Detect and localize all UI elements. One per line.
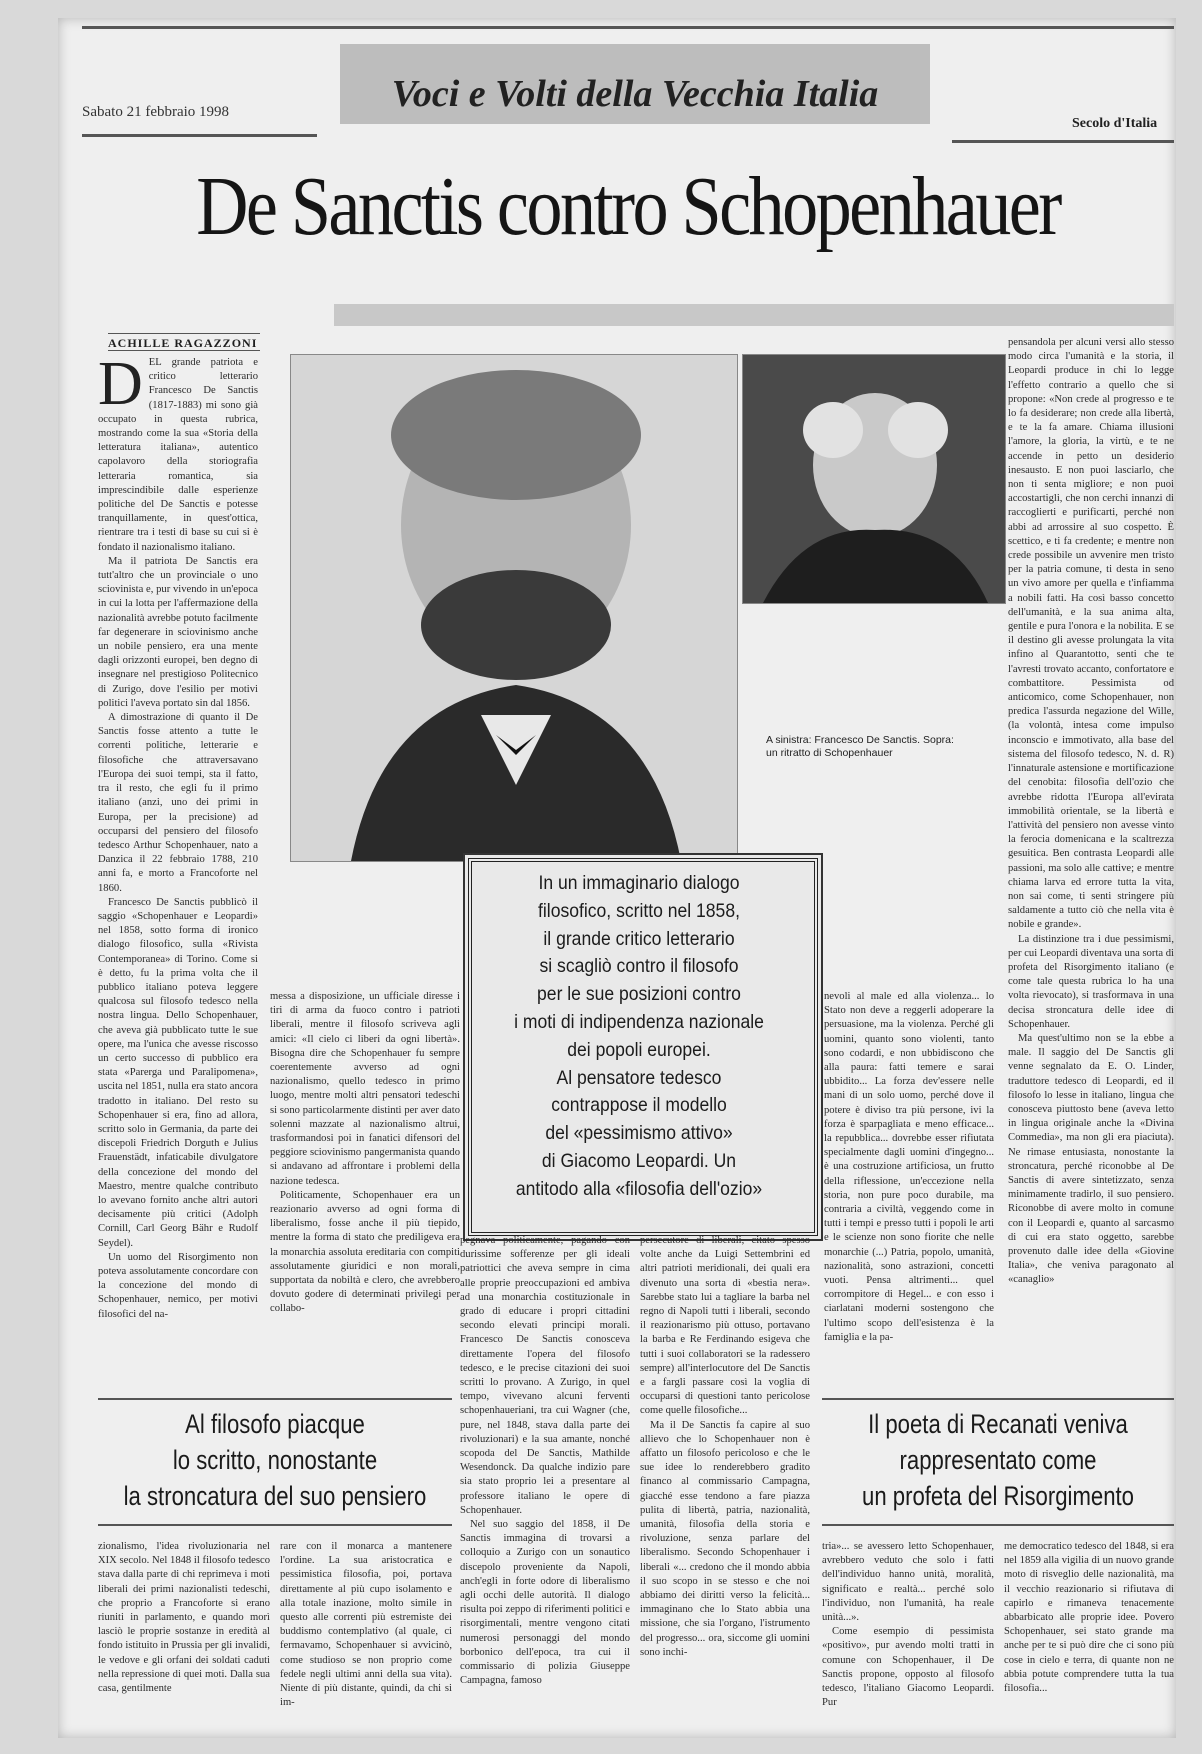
pull-quote xyxy=(492,870,785,1204)
pull-quote-line: filosofico, scritto nel 1858, xyxy=(538,899,740,922)
subhead-line: un profeta del Risorgimento xyxy=(862,1481,1134,1511)
paragraph: rare con il monarca a mantenere l'ordine. La sua aristocratica e pessimistica filosofia, poi, portava direttamente al più cupo isolamento e alla totale inazione, molto simile in questo alle correnti più estremiste dei buddismo contemplativo (al quale, ci fermavamo, Schopenhauer si avvicinò, come studioso se non proprio come fedele negli ultimi anni della sua vita). Niente di più distante, quindi, da chi si im- xyxy=(280,1541,452,1709)
de-sanctis-portrait xyxy=(290,354,738,862)
paragraph: Ma il De Sanctis fa capire al suo allievo che lo Schopenhauer non è affatto un filosofo pericoloso e che le sue idee lo renderebbero gradito financo al commissario Campagna, giacché esse tendono a fare piazza pulita di libertà, patria, nazionalità, umanità, filosofia della storia e rivoluzione, senza parlare del liberalismo. Secondo Schopenhauer i liberali «... credono che il mondo abbia il suo scopo in se stesso e che noi abbiamo dei diritti verso la felicità... immaginano che lo Stato abbia una missione, che sia l'organo, l'istrumento del progresso... ora, siccome gli uomini sono inchi- xyxy=(640,1419,810,1658)
paragraph: messa a disposizione, un ufficiale diresse i tiri di arma da fuoco contro i patrioti liberali, mentre il filosofo scriveva agli amici: «Il cielo ci liberi da ogni libertà». Bisogna dire che Schopenhauer fu sempre coerentemente avverso ad ogni nazionalismo, quello tedesco in primo luogo, mentre molti altri pensatori tedeschi si sono particolarmente distinti per aver dato solenni mazzate al nazionalismo altrui, trasformandosi poi in fanatici difensori del peggiore sciovinismo pangermanista quando si andavano ad affrontare i problemi della nazione tedesca. xyxy=(270,991,460,1187)
pull-quote-line: si scagliò contro il filosofo xyxy=(539,955,739,978)
paragraph: persecutore di liberali, citato spesso volte anche da Luigi Settembrini ed altri patrioti meridionali, dei quali era divenuto una sorta di «bestia nera». Sarebbe stato lui a tagliare la barba nel regno di Napoli tutti i liberali, secondo il reazionarismo più ottuso, portavano la barba e Re Ferdinando esigeva che tutti i suoi collaboratori se la radessero sempre) all'interlocutore del De Sanctis e a fargli passare così la voglia di occuparsi di questioni tanto pericolose come quelle filosofiche... xyxy=(640,1235,810,1417)
article-column-1 xyxy=(98,356,258,1384)
article-column-4 xyxy=(824,990,994,1388)
newspaper-name: Secolo d'Italia xyxy=(1072,116,1158,131)
subhead-line: lo scritto, nonostante xyxy=(172,1445,378,1475)
pull-quote-line: il grande critico letterario xyxy=(543,927,735,950)
portrait-sketch-icon xyxy=(743,355,1005,603)
pull-quote-line: Al pensatore tedesco xyxy=(556,1066,722,1089)
drop-cap: D xyxy=(98,356,143,418)
subhead-line: rappresentato come xyxy=(899,1445,1097,1475)
bottom-column-1 xyxy=(98,1540,270,1730)
author-byline: ACHILLE RAGAZZONI xyxy=(108,336,258,350)
pull-quote-line: antitodo alla «filosofia dell'ozio» xyxy=(515,1177,763,1200)
paragraph: Ma quest'ultimo non se la ebbe a male. Il saggio del De Sanctis gli venne segnalato da E. O. Linder, traduttore tedesco di Leopardi, ed il filosofo lo lesse in italiano, lingua che conosceva piuttosto bene (aveva letto in lingua originale anche la «Divina Commedia», ma non gli era piaciuta). Ne rimase entusiasta, nonostante la stroncatura, perché riconobbe al De Sanctis di avere sintetizzato, senza minimamente tradirlo, il suo pensiero. Riconobbe di avere molto in comune con il Leopardi e, quanto al sarcasmo di cui era stato oggetto, sarebbe provenuto dalle idee della «Giovine Italia», che veniva paragonato al «canaglio» xyxy=(1008,1032,1174,1286)
subhead-rule-right xyxy=(822,1398,1174,1400)
author-rule-bottom xyxy=(108,350,260,351)
paragraph: Ma il patriota De Sanctis era tutt'altro che un provinciale o uno sciovinista e, pur vivendo in un'epoca in cui la lotta per l'affermazione della nazionalità avrebbe potuto facilmente far degenerare in sciovinismo anche un nobile pensiero, era una mente dagli orizzonti europei, ben degno di insegnare nel prestigioso Politecnico di Zurigo, dove l'esilio per motivi politici l'aveva portato sin dal 1856. xyxy=(98,555,258,709)
bottom-column-2 xyxy=(280,1540,452,1730)
pull-quote-line: In un immaginario dialogo xyxy=(538,872,740,894)
author-rule xyxy=(108,333,260,334)
bottom-column-5 xyxy=(822,1540,994,1730)
pull-quote-line: i moti di indipendenza nazionale xyxy=(514,1010,764,1033)
subhead-line: Al filosofo piacque xyxy=(185,1409,365,1439)
article-column-5 xyxy=(640,1234,810,1734)
schopenhauer-portrait xyxy=(742,354,1006,604)
pull-quote-line: contrappose il modello xyxy=(551,1094,727,1117)
decorative-band xyxy=(334,304,1174,326)
pull-quote-line: dei popoli europei. xyxy=(567,1038,711,1061)
article-column-3 xyxy=(460,1234,630,1734)
masthead-rule-left xyxy=(82,134,317,137)
masthead-rule-right xyxy=(952,140,1174,143)
pull-quote-line: per le sue posizioni contro xyxy=(537,983,741,1006)
page-headline: De Sanctis contro Schopenhauer xyxy=(196,160,1060,253)
subhead-rule-right-bottom xyxy=(822,1524,1174,1526)
series-title: Voci e Volti della Vecchia Italia xyxy=(391,73,879,115)
portrait-sketch-icon xyxy=(291,355,737,861)
paragraph: Francesco De Sanctis pubblicò il saggio «Schopenhauer e Leopardi» nel 1858, sotto forma di ironico dialogo filosofico, sulla «Rivista Contemporanea» di Torino. Come si è detto, fu la prima volta che il pubblico italiano poteva leggere qualcosa sul filosofo tedesco nella nostra lingua. Dello Schopenhauer, che aveva già pubblicato tutte le sue opere, ma l'unica che avesse riscosso un certo successo di pubblico era stata «Parerga und Paralipomena», uscita nel 1851, nulla era stato ancora tradotto in italiano. Del resto su Schopenhauer si era, fino ad allora, scritto solo in Germania, da parte dei discepoli Friedrich Dorguth e Julius Frauenstädt, infaticabile divulgatore della concezione del mondo del Maestro, mentre qualche contributo lo avevano fornito anche altri autori decisamente più critici (Adolph Cornill, Carl Georg Bähr e Rudolf Seydel). xyxy=(98,896,258,1249)
article-column-6 xyxy=(1008,336,1174,1388)
article-column-2 xyxy=(270,990,460,1388)
subhead-line: Il poeta di Recanati veniva xyxy=(868,1409,1128,1439)
pull-quote-line: del «pessimismo attivo» xyxy=(545,1122,733,1145)
paragraph: Politicamente, Schopenhauer era un reazionario avverso ad ogni forma di liberalismo, fosse anche il più tiepido, mentre la forma di stato che prediligeva era la monarchia assoluta ereditaria con compiti assolutamente giuridici e non morali, supportata da nobiltà e clero, che avrebbero dovuto godere di determinati privilegi per collabo- xyxy=(270,1189,460,1315)
subhead-rule-left-bottom xyxy=(98,1524,452,1526)
paragraph: Un uomo del Risorgimento non poteva assolutamente concordare con la concezione del mondo di Schopenhauer, nemico, per motivi filosofici del na- xyxy=(98,1251,258,1320)
paragraph: EL grande patriota e critico letterario Francesco De Sanctis (1817-1883) mi sono già occupato in questa rubrica, mostrando come la sua «Storia della letteratura italiana», autentico capolavoro della storiografia letteraria romantica, sia imprescindibile dalle esperienze politiche del De Sanctis e potesse tranquillamente, in quest'ottica, rientrare tra i testi di base su cui si è fondato il nazionalismo italiano. xyxy=(98,357,258,553)
subhead-line: la stroncatura del suo pensiero xyxy=(123,1481,427,1511)
paragraph: zionalismo, l'idea rivoluzionaria nel XIX secolo. Nel 1848 il filosofo tedesco stava dalla parte di chi reprimeva i moti liberali dei primi nazionalisti tedeschi, che proprio a Francoforte si erano riuniti in parlamento, e quando morì lasciò le proprie sostanze in eredità al fondo istituito in Prussia per gli invalidi, le vedove e gli orfani dei soldati caduti nella repressione di quei moti. Dalla sua casa, gentilmente xyxy=(98,1541,270,1695)
paragraph: Come esempio di pessimista «positivo», pur avendo molti tratti in comune con Schopenhauer, il De Sanctis propone, opposto al filosofo tedesco, l'italiano Giacomo Leopardi. Pur xyxy=(822,1626,994,1709)
paragraph: A dimostrazione di quanto il De Sanctis fosse attento a tutte le correnti politiche, letterarie e filosofiche che attraversavano l'Europa dei suoi tempi, sta il fatto, tra il resto, che egli fu il primo italiano (anzi, uno dei primi in Europa, per la precisione) ad occuparsi del pensiero del filosofo tedesco Arthur Schopenhauer, nato a Danzica il 22 febbraio 1788, 210 anni fa, e morto a Francoforte nel 1860. xyxy=(98,712,258,894)
subhead-right xyxy=(847,1406,1149,1514)
paragraph: nevoli al male ed alla violenza... lo Stato non deve a reggerli adoperare la persuasione, ma la violenza. Perché gli uomini, quanto sono violenti, tanto sono codardi, e non ubbidiscono che alla paura: fatti temere e sarai ubbidito... La forza dev'essere nelle mani di un solo uomo, perché dove il potere è diviso tra più persone, ivi la forza è sparpagliata e meno efficace... la repubblica... dovrebbe esser rifiutata specialmente dagli uomini d'ingegno... è una costruzione artificiosa, un frutto della riflessione, un'eccezione nella storia, non pure poco durabile, ma contraria a civiltà, veggendo come in tutti i tempi e presso tutti i popoli le arti e le scienze non sono fiorite che nelle monarchie (...) Patria, popolo, umanità, nazionalità, sono astrazioni, concetti vuoti. Pensa altrimenti... quel corrompitore di Hegel... e con esso i ciarlatani moderni sostengono che l'ultimo scopo dell'esistenza è la famiglia e la pa- xyxy=(824,991,994,1343)
subhead-rule-left xyxy=(98,1398,452,1400)
bottom-column-6 xyxy=(1004,1540,1174,1730)
pull-quote-line: di Giacomo Leopardi. Un xyxy=(541,1149,737,1172)
paragraph: me democratico tedesco del 1848, si era nel 1859 alla vigilia di un nuovo grande moto di risveglio delle nazionalità, ma il vecchio reazionario si rifiutava di capirlo e rimaneva tenacemente abbarbicato alle proprie idee. Povero Schopenhauer, sei stato grande ma anche per te si può dire che ci sono più cose in cielo e terra, di quante non ne abbia potute comprendere tutta la tua filosofia... xyxy=(1004,1541,1174,1695)
photo-caption: A sinistra: Francesco De Sanctis. Sopra: un ritratto di Schopenhauer xyxy=(766,734,954,759)
paragraph: tria»... se avessero letto Schopenhauer, avrebbero veduto che solo i fatti dell'individuo hanno unità, moralità, significato e realtà... perché solo l'individuo, non l'umanità, ha reale unità...». xyxy=(822,1541,994,1624)
paragraph: Nel suo saggio del 1858, il De Sanctis immagina di trovarsi a colloquio a Zurigo con un sonautico discepolo proveniente da Napoli, anch'egli in forte odore di liberalismo agli occhi delle autorità. Il dialogo risulta poi zeppo di riferimenti politici e risorgimentali, mentre vengono citati numerosi personaggi del mondo borbonico dell'epoca, tra cui il commissario di polizia Giuseppe Campagna, famoso xyxy=(460,1519,630,1687)
paragraph: La distinzione tra i due pessimismi, per cui Leopardi diventava una sorta di profeta del Risorgimento italiano (e come tale questa rubrica lo ha una volta rievocato), si trasformava in una decisa stroncatura delle idee di Schopenhauer. xyxy=(1008,933,1174,1030)
issue-date: Sabato 21 febbraio 1998 xyxy=(82,104,230,120)
subhead-left xyxy=(123,1406,426,1514)
paragraph: pensandola per alcuni versi allo stesso modo circa l'umanità e la storia, il Leopardi produce in chi lo legge l'effetto contrario a quello che si propone: «Non crede al progresso e te lo fa desiderare; non crede alla libertà, e te la fa amare. Chiama illusioni l'amore, la gloria, la virtù, e te ne accende in petto un desiderio inesausto. E non puoi lasciarlo, che non ti senta migliore; e non puoi accostartigli, che non cerchi innanzi di raccoglierti e purificarti, perché non abbi ad arrossire al suo cospetto. È scettico, e ti fa credente; e mentre non crede possibile un avvenire men tristo per la patria comune, ti desta in seno un vivo amore per quella e t'infiamma a nobili fatti. Ha così basso concetto dell'umanità, e la sua anima alta, gentile e pura l'onora e la nobilita. E se il destino gli avesse prolungata la vita infino al Quarantotto, senti che te l'avresti trovato accanto, confortatore e combattitore. Pessimista od anticomico, come Schopenhauer, non predica l'assurda negazione del Wille, (la volontà, intesa come impulso inconscio e immotivato, alla base del sistema del filosofo tedesco, N. d. R) l'innaturale astensione e mortificazione del cenobita: filosofia dell'ozio che avrebbe ridotta l'Europa all'evirata immobilità orientale, se la libertà e l'attività del pensiero non avesse vinto la ferocia domenicana e la scaltrezza gesuitica. Ben contrasta Leopardi alle passioni, ma solo alle cattive; e mentre chiama larva ed errore tutta la vita, non sai come, ti senti stringere più saldamente a tutto ciò che nella vita è nobile e grande». xyxy=(1008,337,1174,931)
top-rule xyxy=(82,26,1174,29)
paragraph: pegnava politicamente, pagando con durissime sofferenze per gli ideali patriottici che aveva sempre in cima alle proprie preoccupazioni ed ambiva ad una monarchia costituzionale in grado di educare i propri cittadini secondo elevati principi morali. Francesco De Sanctis conosceva direttamente l'opera del filosofo tedesco, e le precise citazioni dei suoi scritti lo provano. A Zurigo, in quel tempo, vivevano alcuni ferventi schopenhaueriani, tra cui Wagner (che, pure, nel 1848, stava dalla parte dei rivoluzionari) e la sua amante, nonché scopoda del De Sanctis, Mathilde Wesendonck. Da qualche indizio pare sia stato proprio lei a presentare al professore italiano le opere di Schopenhauer. xyxy=(460,1235,630,1516)
